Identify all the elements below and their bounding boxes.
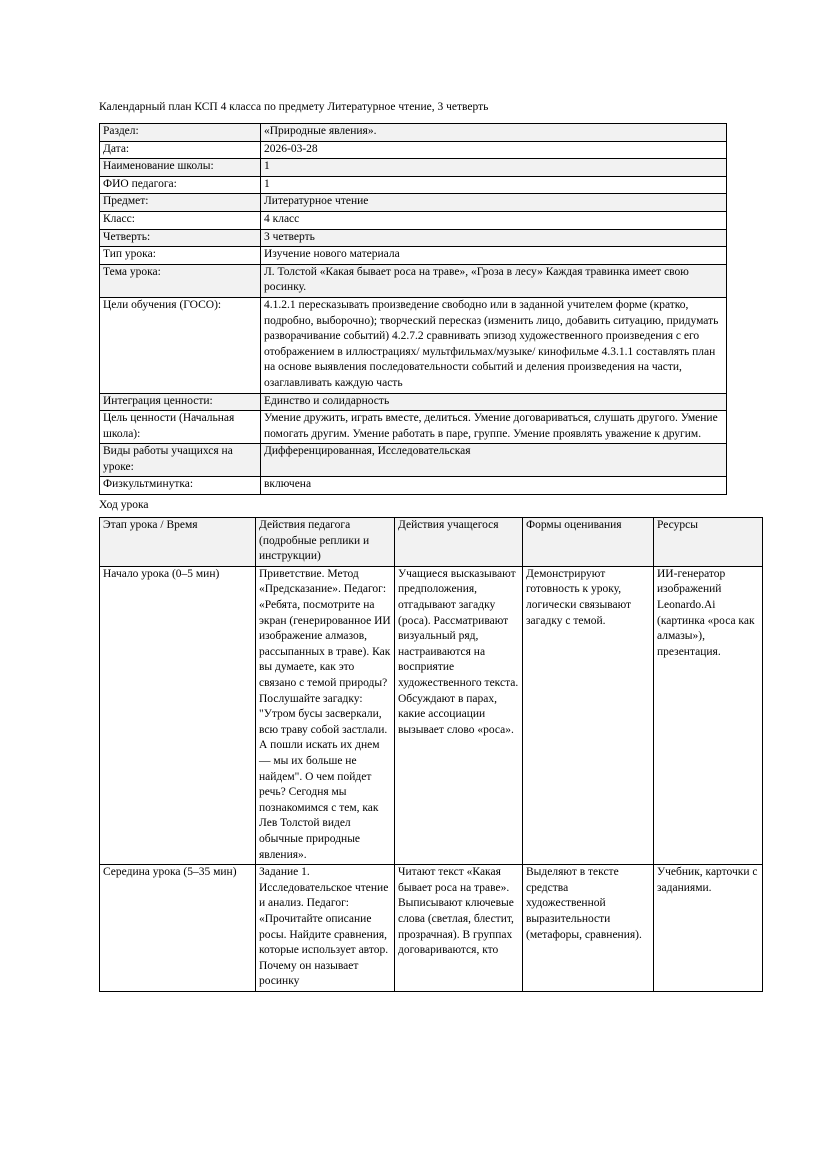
flow-heading: Ход урока xyxy=(99,499,149,512)
info-value: Изучение нового материала xyxy=(261,247,727,265)
document-content xyxy=(99,99,758,992)
lesson-info-table xyxy=(99,123,727,495)
cell-stage: Середина урока (5–35 мин) xyxy=(100,865,256,992)
info-value: 2026-03-28 xyxy=(261,141,727,159)
lesson-flow-head xyxy=(100,518,763,567)
info-value: 1 xyxy=(261,176,727,194)
column-header-stage: Этап урока / Время xyxy=(100,518,256,567)
info-label: Класс: xyxy=(100,211,261,229)
table-row xyxy=(100,865,763,992)
table-row xyxy=(100,141,727,159)
table-row xyxy=(100,411,727,444)
table-row xyxy=(100,211,727,229)
info-label: Физкультминутка: xyxy=(100,477,261,495)
table-row xyxy=(100,194,727,212)
cell-stage: Начало урока (0–5 мин) xyxy=(100,566,256,864)
info-label: Четверть: xyxy=(100,229,261,247)
cell-assessment: Выделяют в тексте средства художественной выразительности (метафоры, сравнения). xyxy=(523,865,654,992)
table-row xyxy=(100,477,727,495)
info-label: Тема урока: xyxy=(100,264,261,297)
cell-assessment: Демонстрируют готовность к уроку, логически связывают загадку с темой. xyxy=(523,566,654,864)
column-header-student: Действия учащегося xyxy=(395,518,523,567)
info-value: включена xyxy=(261,477,727,495)
info-label: Раздел: xyxy=(100,124,261,142)
cell-resources: ИИ-генератор изображений Leonardo.Ai (картинка «роса как алмазы»), презентация. xyxy=(654,566,763,864)
table-row xyxy=(100,566,763,864)
info-value: 1 xyxy=(261,159,727,177)
info-value: «Природные явления». xyxy=(261,124,727,142)
cell-teacher: Приветствие. Метод «Предсказание». Педагог: «Ребята, посмотрите на экран (генерированное ИИ изображение алмазов, рассыпанных в траве). Как вы думаете, как это связано с темой природы? Послушайте загадку: "Утром бусы засверкали, всю траву собой застлали. А пошли искать их днем — мы их больше не найдем". О чем пойдет речь? Сегодня мы познакомимся с тем, как Лев Толстой видел обычные природные явления». xyxy=(256,566,395,864)
table-row xyxy=(100,124,727,142)
table-row xyxy=(100,229,727,247)
info-label: Наименование школы: xyxy=(100,159,261,177)
lesson-flow-table xyxy=(99,517,763,992)
info-label: ФИО педагога: xyxy=(100,176,261,194)
info-value: 4 класс xyxy=(261,211,727,229)
cell-student: Учащиеся высказывают предположения, отгадывают загадку (роса). Рассматривают визуальный ряд, настраиваются на восприятие художественного текста. Обсуждают в парах, какие ассоциации вызывает слово «роса». xyxy=(395,566,523,864)
table-row xyxy=(100,247,727,265)
column-header-assessment: Формы оценивания xyxy=(523,518,654,567)
table-row xyxy=(100,297,727,393)
cell-teacher: Задание 1. Исследовательское чтение и анализ. Педагог: «Прочитайте описание росы. Найдите сравнения, которые использует автор. Почему он называет росинку xyxy=(256,865,395,992)
info-value: 4.1.2.1 пересказывать произведение свободно или в заданной учителем форме (кратко, подробно, выборочно); творческий пересказ (изменить лицо, добавить ситуацию, придумать разворачивание событий) 4.2.7.2 сравнивать эпизод художественного произведения с его отображением в иллюстрациях/ мультфильмах/музыке/ кинофильме 4.3.1.1 составлять план на основе выявления последовательности событий и деления произведения на части, озаглавливать каждую часть xyxy=(261,297,727,393)
info-label: Цели обучения (ГОСО): xyxy=(100,297,261,393)
info-value: 3 четверть xyxy=(261,229,727,247)
info-label: Интеграция ценности: xyxy=(100,393,261,411)
table-row xyxy=(100,264,727,297)
column-header-resources: Ресурсы xyxy=(654,518,763,567)
info-value: Дифференцированная, Исследовательская xyxy=(261,444,727,477)
info-value: Единство и солидарность xyxy=(261,393,727,411)
column-header-teacher: Действия педагога (подробные реплики и инструкции) xyxy=(256,518,395,567)
info-value: Л. Толстой «Какая бывает роса на траве», «Гроза в лесу» Каждая травинка имеет свою росинку. xyxy=(261,264,727,297)
lesson-flow-body xyxy=(100,566,763,991)
cell-student: Читают текст «Какая бывает роса на траве». Выписывают ключевые слова (светлая, блестит, прозрачная). В группах договариваются, кто xyxy=(395,865,523,992)
info-value: Литературное чтение xyxy=(261,194,727,212)
info-label: Цель ценности (Начальная школа): xyxy=(100,411,261,444)
info-label: Тип урока: xyxy=(100,247,261,265)
table-row xyxy=(100,444,727,477)
info-value: Умение дружить, играть вместе, делиться. Умение договариваться, слушать другого. Умение помогать другим. Умение работать в паре, группе. Умение проявлять уважение к другим. xyxy=(261,411,727,444)
info-label: Виды работы учащихся на уроке: xyxy=(100,444,261,477)
info-label: Дата: xyxy=(100,141,261,159)
table-row xyxy=(100,159,727,177)
page-title: Календарный план КСП 4 класса по предмету Литературное чтение, 3 четверть xyxy=(99,101,489,113)
table-header-row xyxy=(100,518,763,567)
info-label: Предмет: xyxy=(100,194,261,212)
table-row xyxy=(100,176,727,194)
lesson-info-body xyxy=(100,124,727,495)
table-row xyxy=(100,393,727,411)
cell-resources: Учебник, карточки с заданиями. xyxy=(654,865,763,992)
